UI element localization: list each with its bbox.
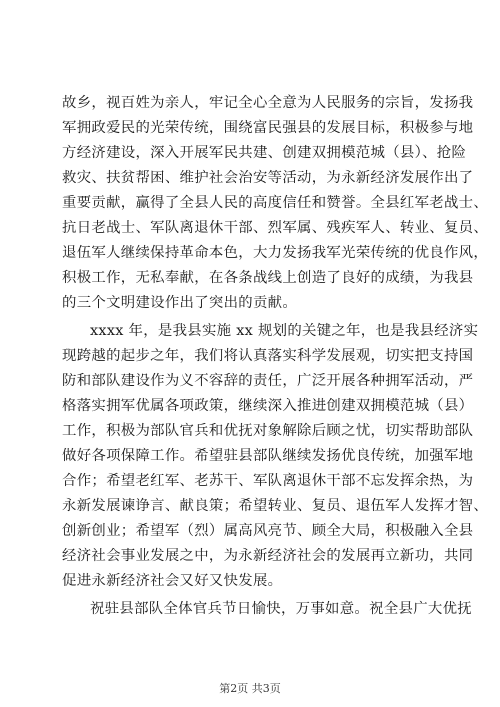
text-line: 现跨越的起步之年，我们将认真落实科学发展观，切实把支持国 [62, 348, 474, 364]
paragraph-2 [62, 319, 489, 594]
text-line: 方经济建设，深入开展军民共建、创建双拥模范城（县）、抢险 [62, 145, 467, 161]
text-line: 积极工作，无私奉献，在各条战线上创造了良好的成绩，为我县 [62, 270, 474, 286]
text-line: 格落实拥军优属各项政策，继续深入推进创建双拥模范城（县） [62, 398, 474, 414]
text-line: 重要贡献，赢得了全县人民的高度信任和赞誉。全县红军老战士、 [62, 195, 489, 211]
text-line: 军拥政爱民的光荣传统，围绕富民强县的发展目标，积极参与地 [62, 120, 474, 136]
page-number: 第2页 共3页 [219, 682, 281, 695]
text-line: 防和部队建设作为义不容辞的责任，广泛开展各种拥军活动，严 [62, 373, 474, 389]
text-line: 促进永新经济社会又好又快发展。 [62, 573, 283, 589]
text-line: 工作，积极为部队官兵和优抚对象解除后顾之忧，切实帮助部队 [62, 423, 474, 439]
text-line: 做好各项保障工作。希望驻县部队继续发扬优良传统，加强军地 [62, 448, 474, 464]
paragraph-3 [62, 597, 472, 622]
text-line: 故乡，视百姓为亲人，牢记全心全意为人民服务的宗旨，发扬我 [62, 95, 474, 111]
text-line: 抗日老战士、军队离退休干部、烈军属、残疾军人、转业、复员、 [62, 220, 489, 236]
text-line: 祝驻县部队全体官兵节日愉快，万事如意。祝全县广大优抚 [90, 601, 472, 617]
text-line: 经济社会事业发展之中，为永新经济社会的发展再立新功，共同 [62, 548, 474, 564]
text-line: 永新发展谏诤言、献良策；希望转业、复员、退伍军人发挥才智、 [62, 498, 489, 514]
text-line: xxxx 年，是我县实施 xx 规划的关键之年，也是我县经济实 [90, 323, 479, 339]
paragraph-1 [62, 91, 489, 316]
text-line: 救灾、扶贫帮困、维护社会治安等活动，为永新经济发展作出了 [62, 170, 474, 186]
text-line: 的三个文明建设作出了突出的贡献。 [62, 295, 298, 311]
document-body [62, 91, 489, 622]
text-line: 合作；希望老红军、老苏干、军队离退休干部不忘发挥余热，为 [62, 473, 474, 489]
text-line: 创新创业；希望军（烈）属高风亮节、顾全大局，积极融入全县 [62, 523, 474, 539]
text-line: 退伍军人继续保持革命本色，大力发扬我军光荣传统的优良作风， [62, 245, 489, 261]
